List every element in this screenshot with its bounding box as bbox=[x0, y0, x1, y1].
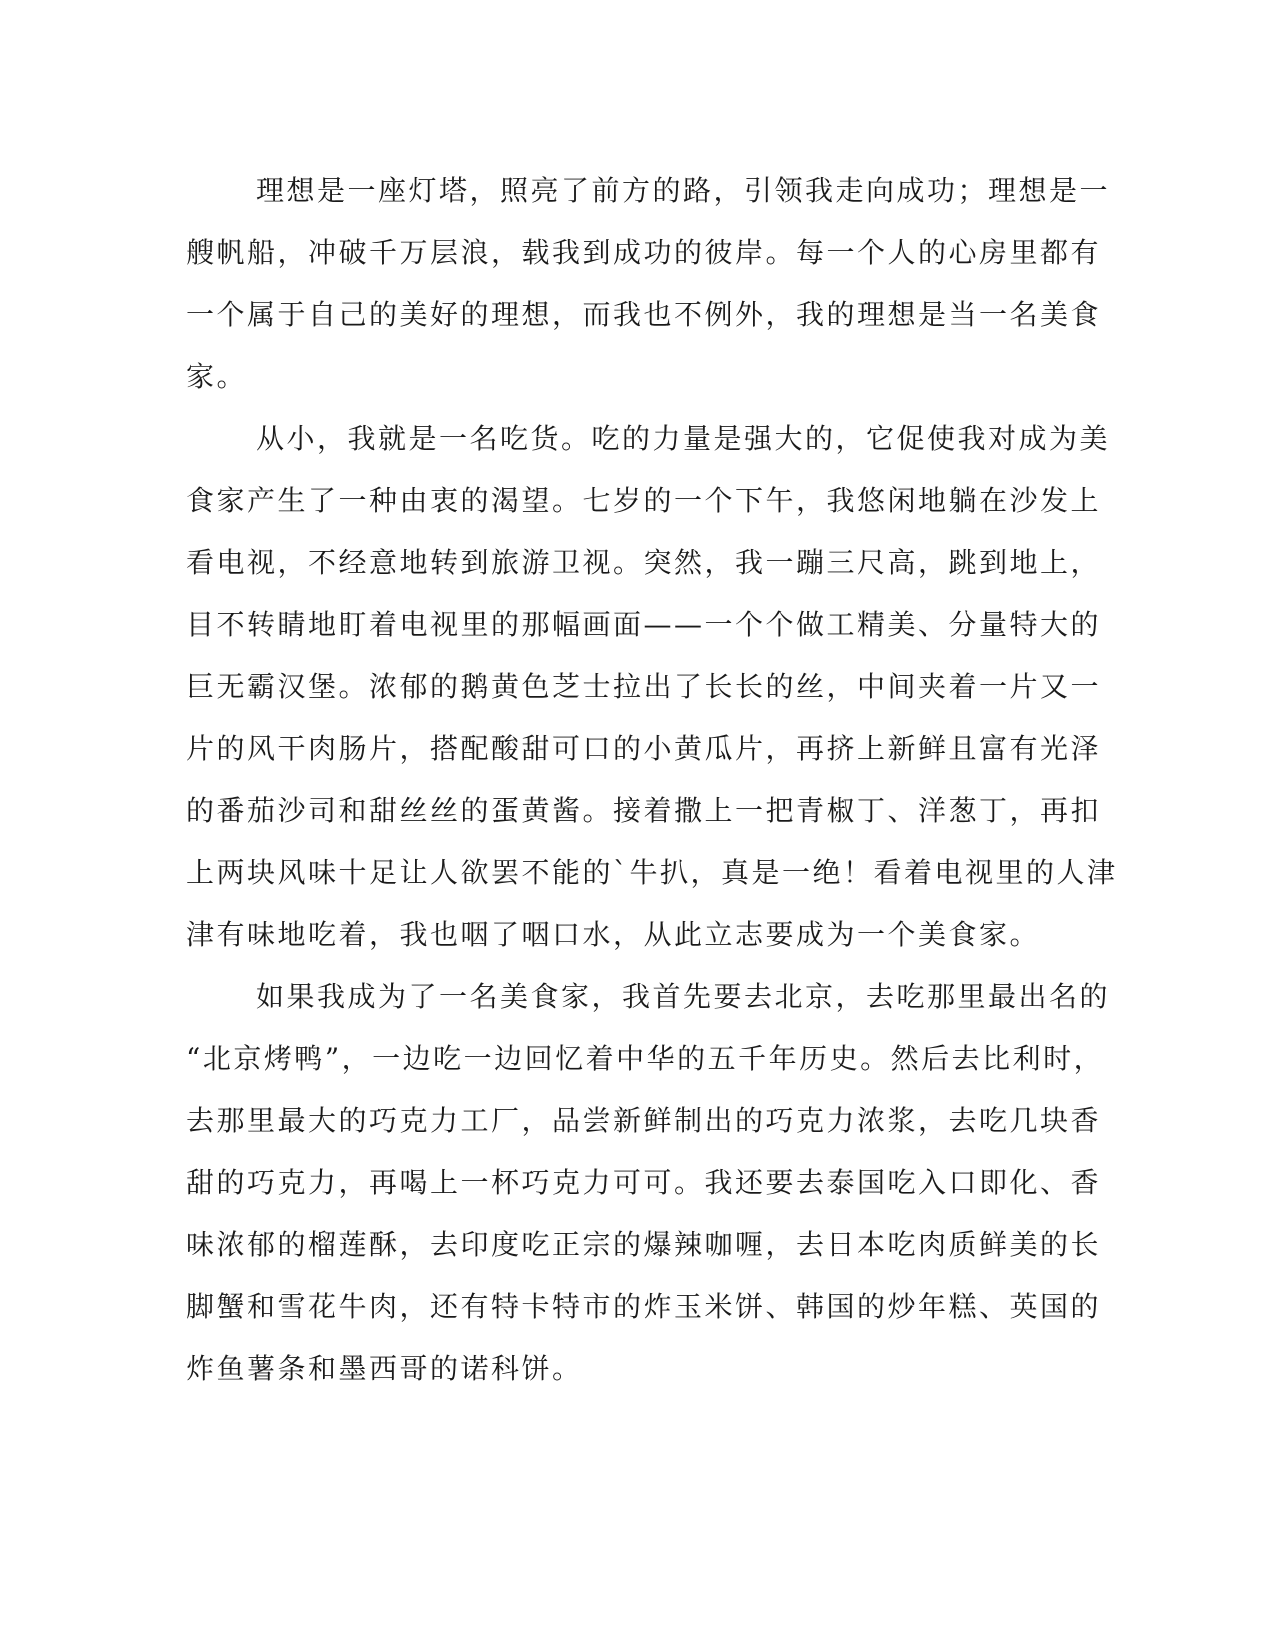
paragraph-line: 甜的巧克力，再喝上一杯巧克力可可。我还要去泰国吃入口即化、香 bbox=[186, 1166, 1102, 1199]
paragraph-line: 如果我成为了一名美食家，我首先要去北京，去吃那里最出名的 bbox=[256, 980, 1111, 1013]
paragraph-line: 一个属于自己的美好的理想，而我也不例外，我的理想是当一名美食 bbox=[186, 298, 1102, 331]
paragraph-line: 艘帆船，冲破千万层浪，载我到成功的彼岸。每一个人的心房里都有 bbox=[186, 236, 1102, 269]
paragraph-line: 津有味地吃着，我也咽了咽口水，从此立志要成为一个美食家。 bbox=[186, 918, 1041, 951]
paragraph-line: 目不转睛地盯着电视里的那幅画面——一个个做工精美、分量特大的 bbox=[186, 608, 1102, 641]
paragraph-line: 的番茄沙司和甜丝丝的蛋黄酱。接着撒上一把青椒丁、洋葱丁，再扣 bbox=[186, 794, 1102, 827]
paragraph-line: “北京烤鸭”，一边吃一边回忆着中华的五千年历史。然后去比利时， bbox=[186, 1042, 1105, 1075]
paragraph-line: 从小，我就是一名吃货。吃的力量是强大的，它促使我对成为美 bbox=[256, 422, 1111, 455]
paragraph-2 bbox=[186, 408, 1118, 966]
paragraph-line: 巨无霸汉堡。浓郁的鹅黄色芝士拉出了长长的丝，中间夹着一片又一 bbox=[186, 670, 1102, 703]
paragraph-line: 炸鱼薯条和墨西哥的诺科饼。 bbox=[186, 1352, 583, 1385]
paragraph-line: 食家产生了一种由衷的渴望。七岁的一个下午，我悠闲地躺在沙发上 bbox=[186, 484, 1102, 517]
paragraph-line: 上两块风味十足让人欲罢不能的`牛扒，真是一绝！看着电视里的人津 bbox=[186, 856, 1118, 889]
paragraph-3 bbox=[186, 966, 1111, 1400]
paragraph-1 bbox=[186, 160, 1111, 408]
document-body bbox=[186, 160, 1118, 1400]
paragraph-line: 片的风干肉肠片，搭配酸甜可口的小黄瓜片，再挤上新鲜且富有光泽 bbox=[186, 732, 1102, 765]
paragraph-line: 理想是一座灯塔，照亮了前方的路，引领我走向成功；理想是一 bbox=[256, 174, 1111, 207]
paragraph-line: 看电视，不经意地转到旅游卫视。突然，我一蹦三尺高，跳到地上， bbox=[186, 546, 1102, 579]
paragraph-line: 家。 bbox=[186, 360, 248, 393]
paragraph-line: 去那里最大的巧克力工厂，品尝新鲜制出的巧克力浓浆，去吃几块香 bbox=[186, 1104, 1102, 1137]
paragraph-line: 味浓郁的榴莲酥，去印度吃正宗的爆辣咖喱，去日本吃肉质鲜美的长 bbox=[186, 1228, 1102, 1261]
paragraph-line: 脚蟹和雪花牛肉，还有特卡特市的炸玉米饼、韩国的炒年糕、英国的 bbox=[186, 1290, 1102, 1323]
